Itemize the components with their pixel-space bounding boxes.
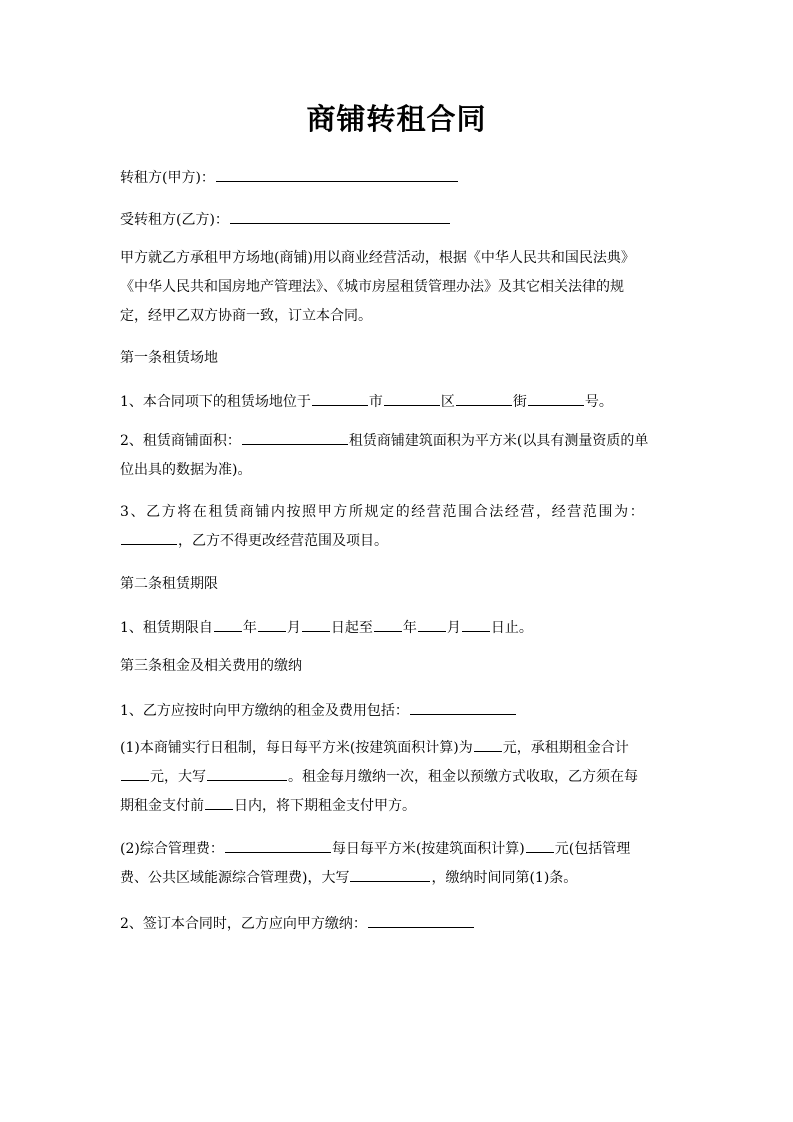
article-1-item-3: [120, 498, 676, 556]
intro-paragraph: [120, 244, 676, 331]
item-text: 市: [368, 394, 383, 410]
total-rent-blank[interactable]: [121, 766, 149, 781]
item-text: 1、租赁期限自: [120, 620, 213, 636]
item-text: 年: [242, 620, 257, 636]
total-rent-words-blank[interactable]: [207, 766, 287, 781]
item-text: 元(包括管理: [554, 841, 631, 857]
item-text: 日起至: [330, 620, 373, 636]
item-text: 1、本合同项下的租赁场地位于: [120, 394, 311, 410]
article-3-paragraph-2: [120, 835, 676, 893]
item-text: 费、公共区域能源综合管理费)，大写: [120, 870, 350, 886]
party-b-label: 受转租方(乙方)：: [120, 212, 229, 228]
page-title: 商铺转租合同: [306, 102, 487, 136]
district-blank[interactable]: [384, 391, 440, 406]
start-month-blank[interactable]: [258, 617, 286, 632]
article-3-heading: 第三条租金及相关费用的缴纳: [120, 658, 302, 674]
management-fee-blank[interactable]: [225, 838, 331, 853]
intro-line: 定，经甲乙双方协商一致，订立本合同。: [120, 308, 372, 324]
article-1-item-1: [120, 391, 680, 411]
article-1-heading: 第一条租赁场地: [120, 350, 218, 366]
item-text: 每日每平方米(按建筑面积计算): [331, 841, 525, 857]
end-day-blank[interactable]: [462, 617, 490, 632]
management-fee-words-blank[interactable]: [350, 867, 430, 882]
item-text: ，乙方不得更改经营范围及项目。: [178, 533, 388, 549]
item-text: 2、租赁商铺面积：: [120, 433, 241, 449]
article-1-item-2: [120, 427, 676, 485]
party-b-line: [120, 209, 680, 229]
item-text: 日内，将下期租金支付甲方。: [234, 798, 416, 814]
party-b-blank[interactable]: [230, 209, 450, 224]
start-year-blank[interactable]: [214, 617, 242, 632]
item-text: 3、乙方将在租赁商铺内按照甲方所规定的经营范围合法经营，经营范围为：: [120, 504, 646, 520]
number-blank[interactable]: [528, 391, 584, 406]
party-a-line: [120, 167, 680, 187]
city-blank[interactable]: [312, 391, 368, 406]
party-a-label: 转租方(甲方)：: [120, 170, 215, 186]
item-text: 。租金每月缴纳一次，租金以预缴方式收取，乙方须在每: [288, 769, 638, 785]
payment-days-blank[interactable]: [205, 795, 233, 810]
business-scope-blank[interactable]: [121, 530, 177, 545]
item-text: 1、乙方应按时向甲方缴纳的租金及费用包括：: [120, 703, 409, 719]
item-text: (1)本商铺实行日租制，每日每平方米(按建筑面积计算)为: [120, 740, 473, 756]
article-3-item-1: [120, 700, 680, 720]
item-text: 租赁商铺建筑面积为平方米(以具有测量资质的单: [348, 433, 649, 449]
fees-blank[interactable]: [410, 700, 516, 715]
end-month-blank[interactable]: [418, 617, 446, 632]
item-text: 街: [512, 394, 527, 410]
street-blank[interactable]: [456, 391, 512, 406]
party-a-blank[interactable]: [216, 167, 458, 182]
intro-line: 甲方就乙方承租甲方场地(商铺)用以商业经营活动，根据《中华人民共和国民法典》: [120, 250, 635, 266]
start-day-blank[interactable]: [302, 617, 330, 632]
item-text: 位出具的数据为准)。: [120, 462, 252, 478]
item-text: 月: [446, 620, 461, 636]
deposit-blank[interactable]: [368, 913, 474, 928]
article-3-item-2: [120, 913, 680, 933]
article-3-paragraph-1: [120, 734, 676, 821]
item-text: (2)综合管理费：: [120, 841, 224, 857]
area-blank[interactable]: [242, 430, 348, 445]
item-text: 元，承租期租金合计: [502, 740, 629, 756]
item-text: 年: [402, 620, 417, 636]
end-year-blank[interactable]: [374, 617, 402, 632]
intro-line: 《中华人民共和国房地产管理法》、《城市房屋租赁管理办法》及其它相关法律的规: [120, 279, 624, 295]
item-text: ，缴纳时间同第(1)条。: [431, 870, 578, 886]
daily-rent-blank[interactable]: [474, 737, 502, 752]
item-text: 元，大写: [150, 769, 206, 785]
item-text: 期租金支付前: [120, 798, 204, 814]
article-2-item-1: [120, 617, 680, 637]
management-fee-rate-blank[interactable]: [526, 838, 554, 853]
item-text: 区: [440, 394, 455, 410]
item-text: 号。: [584, 394, 613, 410]
item-text: 月: [286, 620, 301, 636]
item-text: 2、签订本合同时，乙方应向甲方缴纳：: [120, 916, 367, 932]
article-2-heading: 第二条租赁期限: [120, 576, 218, 592]
item-text: 日止。: [490, 620, 533, 636]
